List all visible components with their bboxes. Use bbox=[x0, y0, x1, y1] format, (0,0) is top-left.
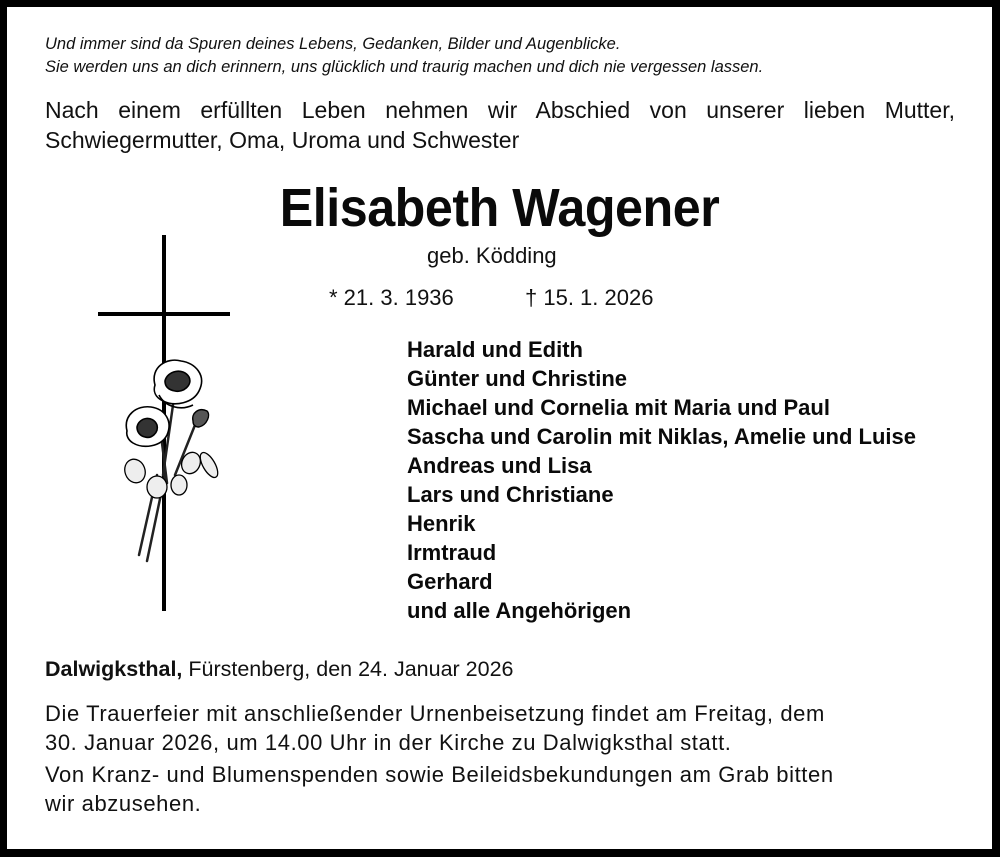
mourner-item: Michael und Cornelia mit Maria und Paul bbox=[407, 395, 830, 420]
mourner-item: Irmtraud bbox=[407, 540, 497, 565]
motto-line-1: Und immer sind da Spuren deines Lebens, Gedanken, Bilder und Augenblicke. bbox=[45, 35, 621, 53]
place-and-date bbox=[45, 657, 514, 682]
obituary-notice bbox=[7, 7, 992, 849]
death-date: † 15. 1. 2026 bbox=[525, 285, 654, 310]
mourner-item: Harald und Edith bbox=[407, 337, 583, 362]
mourner-item: Lars und Christiane bbox=[407, 482, 614, 507]
motto-line-2: Sie werden uns an dich erinnern, uns glücklich und traurig machen und dich nie vergessen lassen. bbox=[45, 58, 764, 76]
intro-line-2: Schwiegermutter, Oma, Uroma und Schwester bbox=[45, 127, 520, 153]
deceased-name: Elisabeth Wagener bbox=[279, 178, 720, 238]
notice-line-3: Von Kranz- und Blumenspenden sowie Beileidsbekundungen am Grab bitten bbox=[45, 762, 834, 787]
mourner-item: und alle Angehörigen bbox=[407, 598, 632, 623]
mourner-item: Sascha und Carolin mit Niklas, Amelie und Luise bbox=[407, 424, 916, 449]
birth-date: * 21. 3. 1936 bbox=[329, 285, 454, 310]
cross-with-roses-icon bbox=[95, 235, 245, 615]
notice-line-4: wir abzusehen. bbox=[45, 791, 202, 816]
maiden-name: geb. Ködding bbox=[427, 243, 557, 268]
notice-line-1: Die Trauerfeier mit anschließender Urnenbeisetzung findet am Freitag, dem bbox=[45, 701, 825, 726]
mourner-item: Henrik bbox=[407, 511, 476, 536]
notice-line-2: 30. Januar 2026, um 14.00 Uhr in der Kirche zu Dalwigksthal statt. bbox=[45, 730, 732, 755]
mourner-item: Andreas und Lisa bbox=[407, 453, 592, 478]
mourner-item: Gerhard bbox=[407, 569, 493, 594]
mourner-item: Günter und Christine bbox=[407, 366, 627, 391]
place-name: Dalwigksthal, bbox=[45, 657, 183, 681]
intro-line-1: Nach einem erfüllten Leben nehmen wir Abschied von unserer lieben Mutter, bbox=[45, 97, 955, 123]
mourners-list bbox=[407, 335, 916, 625]
place-date-rest: Fürstenberg, den 24. Januar 2026 bbox=[182, 657, 514, 681]
